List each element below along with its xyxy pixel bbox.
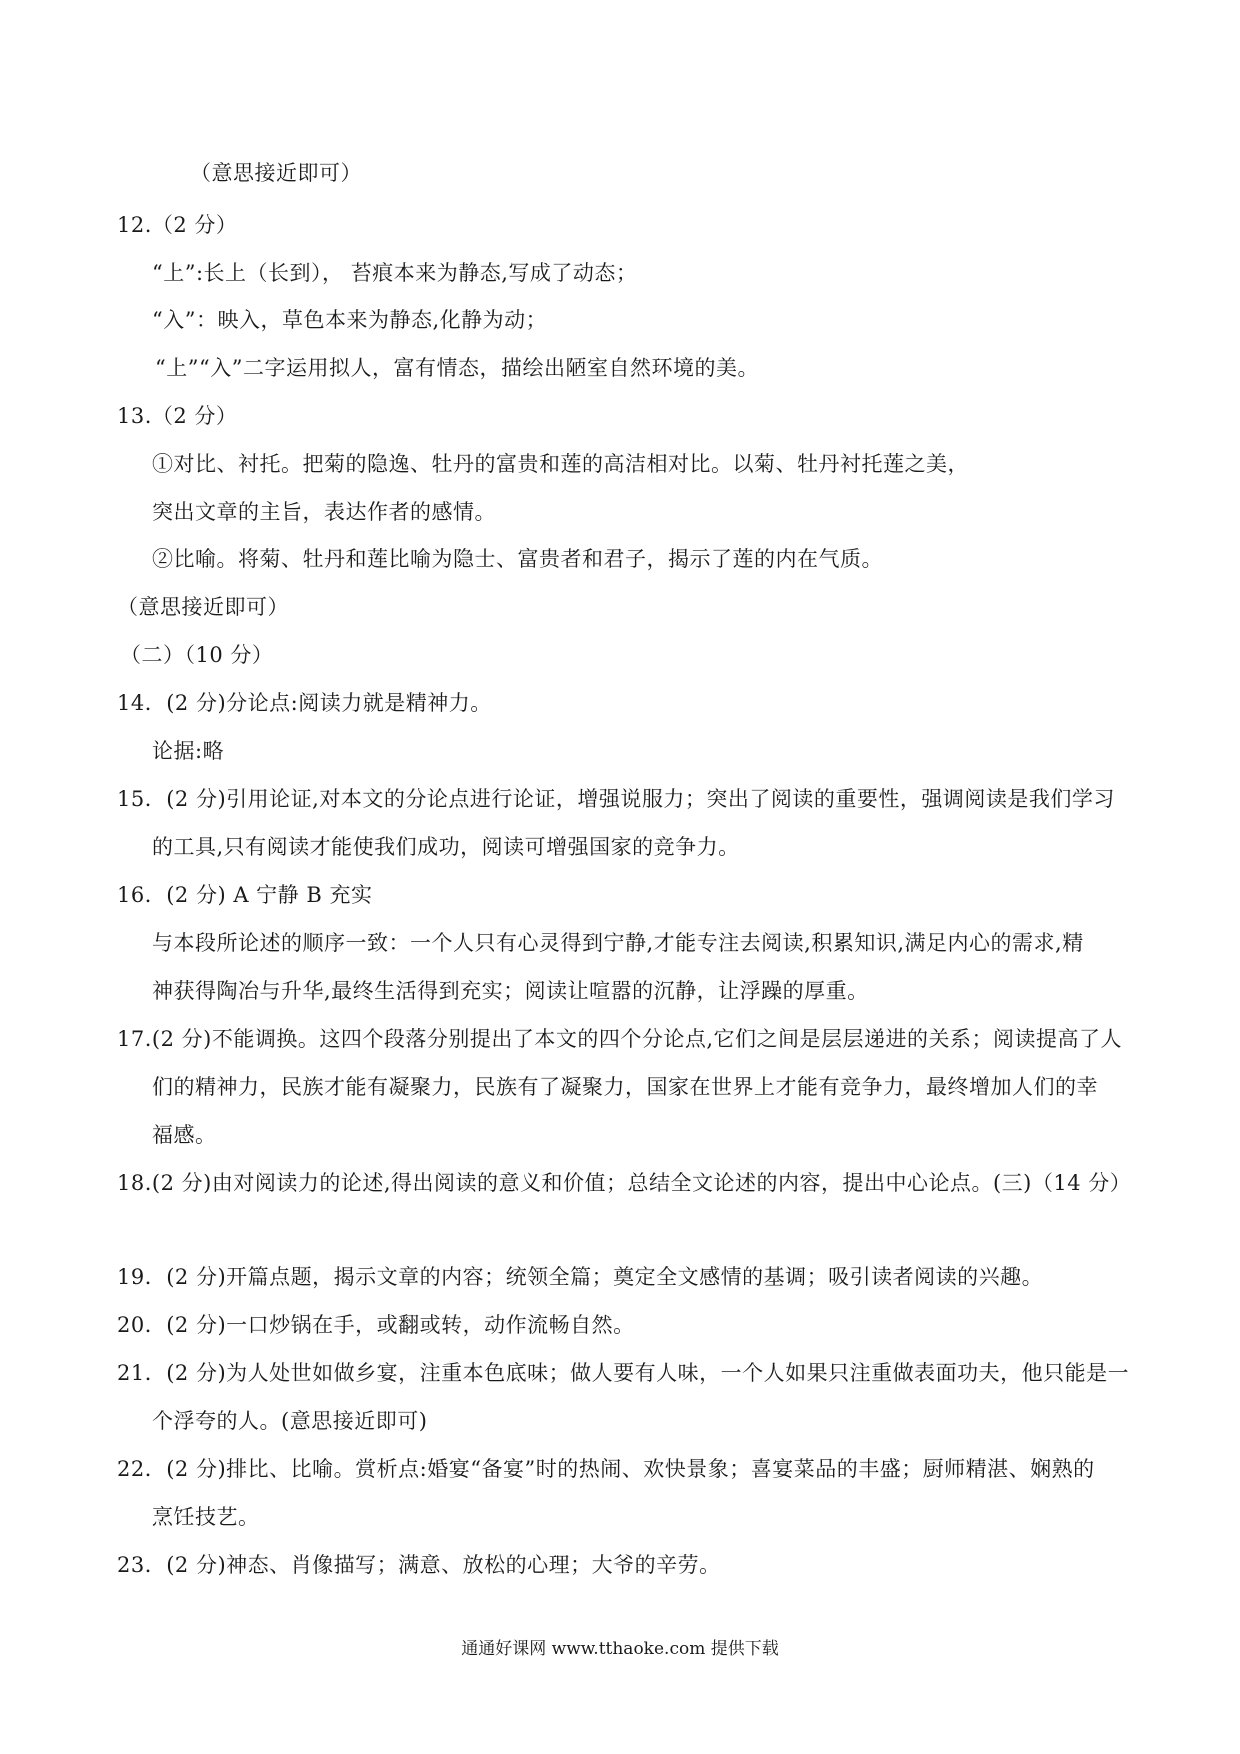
answer-text: ①对比、衬托。把菊的隐逸、牡丹的富贵和莲的高洁相对比。以菊、牡丹衬托莲之美， (152, 452, 969, 476)
question-21-answer: 21．(2 分)为人处世如做乡宴，注重本色底味；做人要有人味，一个人如果只注重做表面功夫，他只能是一 (117, 1361, 1130, 1385)
answer-text: 们的精神力，民族才能有凝聚力，民族有了凝聚力，国家在世界上才能有竞争力，最终增加人们的幸 (152, 1075, 1098, 1099)
answer-text: ②比喻。将菊、牡丹和莲比喻为隐士、富贵者和君子，揭示了莲的内在气质。 (152, 547, 883, 571)
section-heading: （二）（10 分） (120, 643, 274, 667)
question-15-answer: 15．(2 分)引用论证,对本文的分论点进行论证，增强说服力；突出了阅读的重要性，强调阅读是我们学习 (117, 787, 1115, 811)
answer-text: 福感。 (152, 1123, 217, 1147)
answer-text: 突出文章的主旨，表达作者的感情。 (152, 500, 496, 524)
answer-text: 的工具,只有阅读才能使我们成功，阅读可增强国家的竞争力。 (152, 835, 740, 859)
answer-text: “入”：映入，草色本来为静态,化静为动； (152, 308, 548, 332)
question-18-answer: 18.(2 分)由对阅读力的论述,得出阅读的意义和价值；总结全文论述的内容，提出中心论点。(三)（14 分） (117, 1171, 1132, 1195)
answer-text: “上”“入”二字运用拟人，富有情态，描绘出陋室自然环境的美。 (155, 356, 759, 380)
note-line: （意思接近即可） (117, 595, 289, 619)
answer-text: 神获得陶冶与升华,最终生活得到充实；阅读让喧嚣的沉静，让浮躁的厚重。 (152, 979, 869, 1003)
question-13-heading: 13.（2 分） (117, 404, 238, 428)
answer-text: 论据:略 (152, 739, 225, 763)
answer-text: 个浮夸的人。(意思接近即可) (152, 1409, 428, 1433)
answer-text: 烹饪技艺。 (152, 1505, 260, 1529)
question-16-answer: 16．(2 分) A 宁静 B 充实 (117, 883, 373, 907)
note-line: （意思接近即可） (190, 161, 362, 185)
question-19-answer: 19．(2 分)开篇点题，揭示文章的内容；统领全篇；奠定全文感情的基调；吸引读者阅读的兴趣。 (117, 1265, 1044, 1289)
answer-text: “上”:长上（长到）， 苔痕本来为静态,写成了动态； (152, 261, 638, 285)
question-23-answer: 23．(2 分)神态、肖像描写；满意、放松的心理；大爷的辛劳。 (117, 1553, 721, 1577)
question-22-answer: 22．(2 分)排比、比喻。赏析点:婚宴“备宴”时的热闹、欢快景象；喜宴菜品的丰盛；厨师精湛、娴熟的 (117, 1457, 1095, 1481)
question-20-answer: 20．(2 分)一口炒锅在手，或翻或转，动作流畅自然。 (117, 1313, 635, 1337)
answer-text: 与本段所论述的顺序一致：一个人只有心灵得到宁静,才能专注去阅读,积累知识,满足内心的需求,精 (152, 931, 1084, 955)
question-12-heading: 12.（2 分） (117, 213, 238, 237)
question-14-answer: 14．(2 分)分论点:阅读力就是精神力。 (117, 691, 492, 715)
question-17-answer: 17.(2 分)不能调换。这四个段落分别提出了本文的四个分论点,它们之间是层层递进的关系；阅读提高了人 (117, 1027, 1122, 1051)
footer-credit: 通通好课网 www.tthaoke.com 提供下载 (461, 1639, 779, 1659)
